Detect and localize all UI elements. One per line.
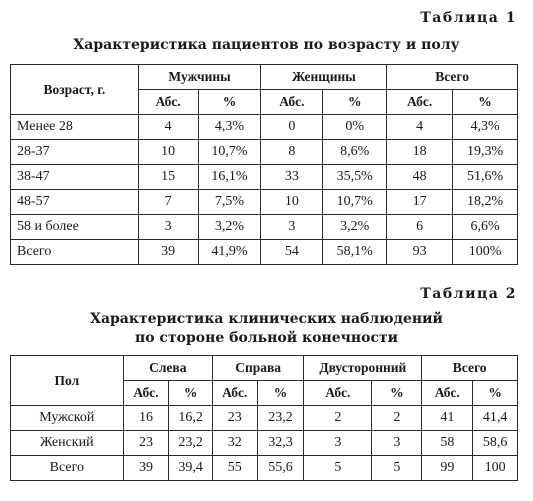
table1-header-men: Мужчины [138,65,261,90]
table1-subheader-abs: Абс. [387,90,453,115]
row-label: Всего [11,240,139,265]
row-label: 38-47 [11,165,139,190]
table1-subheader-abs: Абс. [261,90,323,115]
table-cell: 5 [372,456,422,481]
table-cell: 3 [372,431,422,456]
table-cell: 100% [453,240,518,265]
table-cell: 8,6% [323,140,387,165]
table-cell: 55 [212,456,257,481]
table-cell: 54 [261,240,323,265]
table-cell: 16,1% [198,165,261,190]
table-row [11,456,518,481]
table1-body [11,115,518,265]
table2-title-line2: по стороне больной конечности [134,330,399,346]
table-cell: 7 [138,190,198,215]
table-cell: 58 [422,431,473,456]
table1-subheader-pct: % [198,90,261,115]
table-cell: 23 [123,431,169,456]
table1-subheader-pct: % [323,90,387,115]
table-cell: 7,5% [198,190,261,215]
table-cell: 93 [387,240,453,265]
table-cell: 4 [138,115,198,140]
table-cell: 39,4 [169,456,213,481]
table-cell: 41 [422,406,473,431]
table-cell: 23 [212,406,257,431]
table-cell: 32,3 [257,431,304,456]
table-cell: 100 [473,456,518,481]
table-cell: 19,3% [453,140,518,165]
table-row [11,215,518,240]
table-row [11,140,518,165]
table2-subheader-abs: Абс. [212,381,257,406]
table-cell: 33 [261,165,323,190]
row-label: Всего [11,456,124,481]
table-row [11,190,518,215]
table-cell: 58,1% [323,240,387,265]
table-cell: 4,3% [198,115,261,140]
table-cell: 10 [261,190,323,215]
table-cell: 4,3% [453,115,518,140]
table2-body [11,406,518,481]
table2-number: Таблица 2 [420,286,517,302]
table-cell: 39 [138,240,198,265]
table-cell: 0 [261,115,323,140]
table-cell: 18,2% [453,190,518,215]
table1-header-women: Женщины [261,65,387,90]
row-label: 48-57 [11,190,139,215]
table-row [11,115,518,140]
table-cell: 41,4 [473,406,518,431]
table-cell: 5 [304,456,372,481]
table-cell: 32 [212,431,257,456]
table2-header-bilateral: Двусторонний [304,356,422,381]
table-cell: 10 [138,140,198,165]
table-cell: 0% [323,115,387,140]
table-cell: 2 [304,406,372,431]
table-cell: 4 [387,115,453,140]
table1-title: Характеристика пациентов по возрасту и полу [73,37,460,53]
table2-subheader-pct: % [473,381,518,406]
table-cell: 2 [372,406,422,431]
row-label: Менее 28 [11,115,139,140]
table-cell: 55,6 [257,456,304,481]
table1 [10,64,518,265]
row-label: 58 и более [11,215,139,240]
table-cell: 3,2% [323,215,387,240]
table2-header-right: Справа [212,356,303,381]
table-cell: 3 [261,215,323,240]
table1-subheader-abs: Абс. [138,90,198,115]
table2-header-left: Слева [123,356,212,381]
table-cell: 15 [138,165,198,190]
table-cell: 10,7% [198,140,261,165]
table1-header-total: Всего [387,65,518,90]
table-cell: 99 [422,456,473,481]
table2-subheader-pct: % [372,381,422,406]
table-cell: 16,2 [169,406,213,431]
table-cell: 10,7% [323,190,387,215]
table-cell: 16 [123,406,169,431]
table-cell: 3 [304,431,372,456]
table1-subheader-pct: % [453,90,518,115]
table2-subheader-pct: % [257,381,304,406]
table-cell: 18 [387,140,453,165]
table-cell: 48 [387,165,453,190]
table1-header-age: Возраст, г. [11,65,139,115]
table2-header-total: Всего [422,356,518,381]
table-cell: 23,2 [169,431,213,456]
table-row [11,240,518,265]
row-label: 28-37 [11,140,139,165]
table-cell: 8 [261,140,323,165]
table2-subheader-pct: % [169,381,213,406]
table-cell: 58,6 [473,431,518,456]
table-cell: 6 [387,215,453,240]
table2-title-line1: Характеристика клинических наблюдений [90,311,443,327]
row-label: Мужской [11,406,124,431]
table-cell: 35,5% [323,165,387,190]
table-cell: 17 [387,190,453,215]
table-cell: 3,2% [198,215,261,240]
row-label: Женский [11,431,124,456]
table2 [10,355,518,481]
table-row [11,406,518,431]
table-cell: 23,2 [257,406,304,431]
table-cell: 3 [138,215,198,240]
table2-subheader-abs: Абс. [304,381,372,406]
table-cell: 39 [123,456,169,481]
table-cell: 51,6% [453,165,518,190]
table2-subheader-abs: Абс. [123,381,169,406]
table-row [11,165,518,190]
table2-header-sex: Пол [11,356,124,406]
table1-number: Таблица 1 [420,10,517,26]
table-cell: 6,6% [453,215,518,240]
table-row [11,431,518,456]
table2-subheader-abs: Абс. [422,381,473,406]
table-cell: 41,9% [198,240,261,265]
